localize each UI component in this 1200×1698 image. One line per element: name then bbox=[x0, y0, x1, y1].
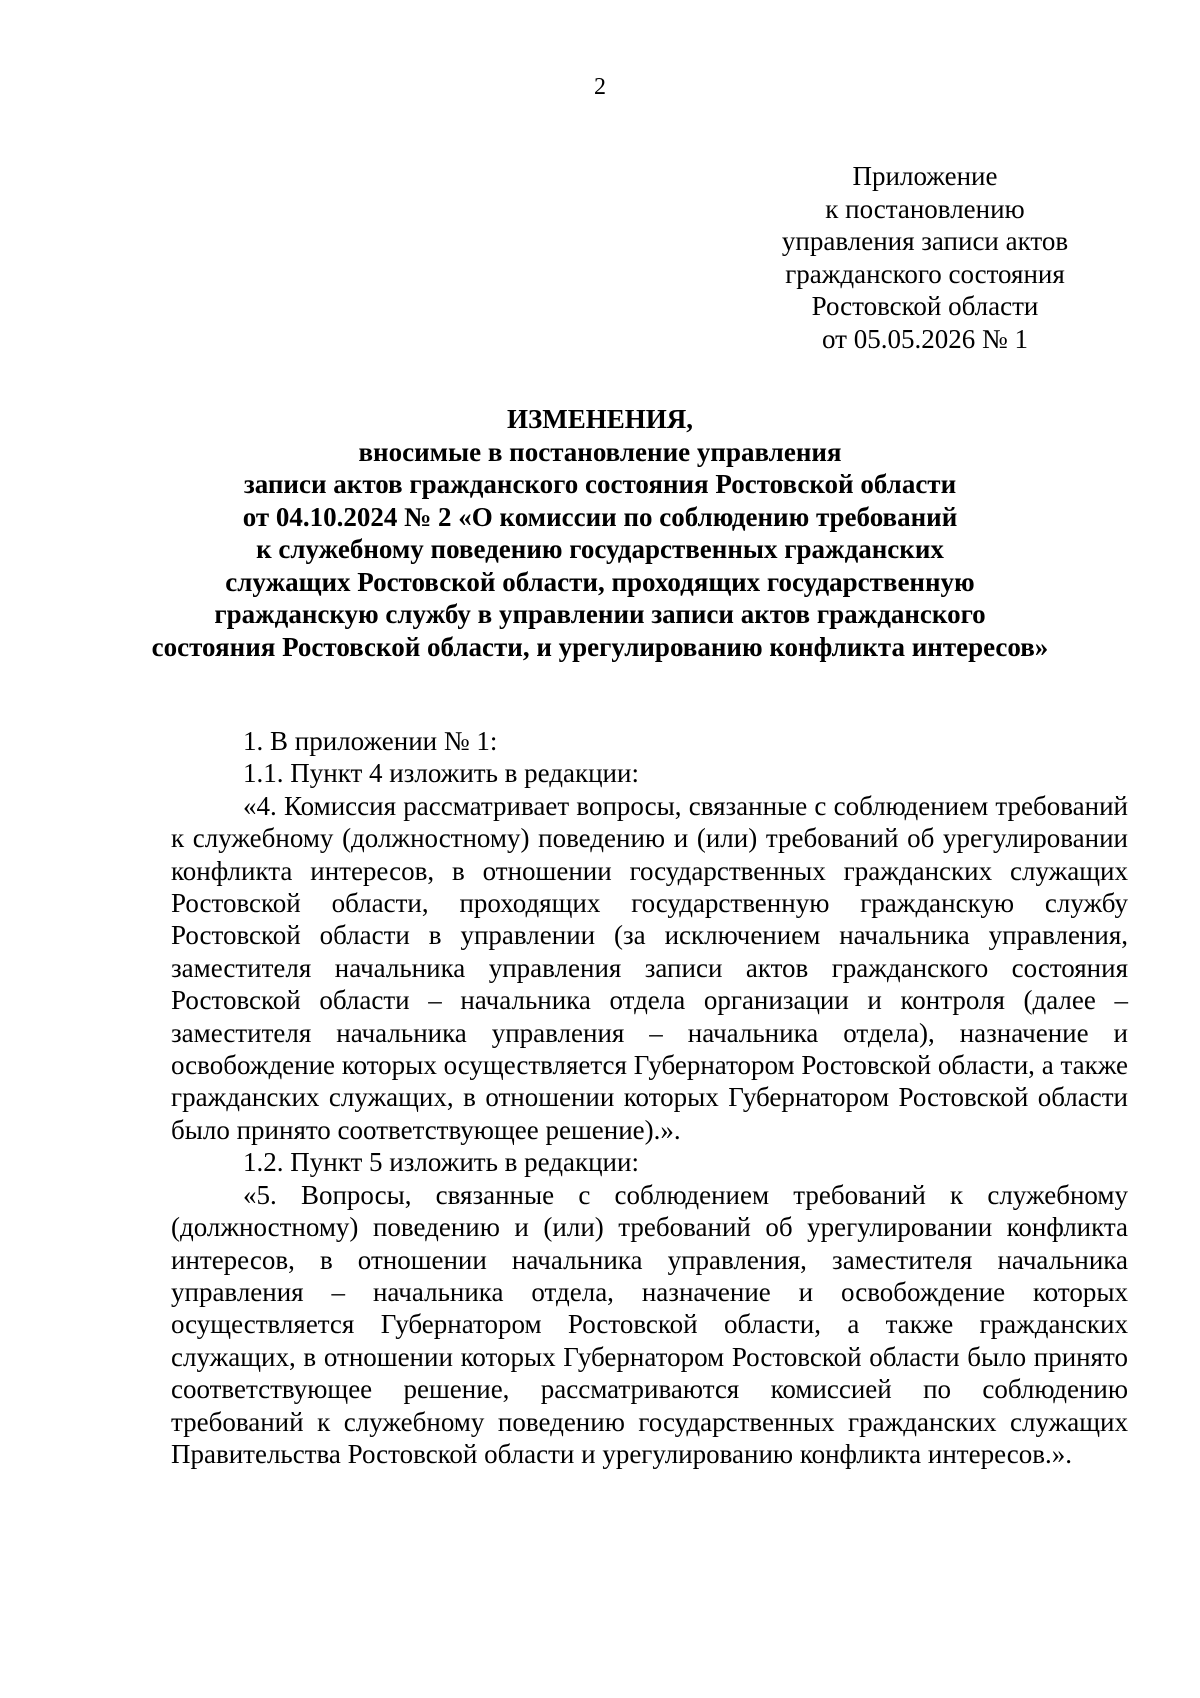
title-line: записи актов гражданского состояния Ростовской области bbox=[243, 469, 957, 499]
appendix-line: от 05.05.2026 № 1 bbox=[822, 323, 1028, 354]
appendix-line: гражданского состояния bbox=[785, 258, 1065, 289]
paragraph-item-1-1: 1.1. Пункт 4 изложить в редакции: bbox=[243, 758, 639, 789]
title-line: служащих Ростовской области, проходящих государственную bbox=[225, 566, 975, 597]
appendix-line: управления записи актов bbox=[781, 226, 1069, 256]
paragraph-point-5-text: «5. Вопросы, связанные с соблюдением требований к служебному (должностному) поведению и (или) требований об урегулировании конфликта интересов, в отношении начальника управления, заместителя начальника управления – начальника отдела, назначение и освобождение которых осуществляется Губернатором Ростовской области, а также гражданских служащих, в отношении которых Губернатором Ростовской области было принято соответствующее решение, рассматриваются комиссией по соблюдению требований к служебному поведению государственных гражданских служащих Правительства Ростовской области и урегулированию конфликта интересов.». bbox=[171, 1179, 1128, 1469]
title-line: вносимые в постановление управления bbox=[358, 436, 842, 467]
title-line: ИЗМЕНЕНИЯ, bbox=[506, 404, 693, 434]
paragraph-item-1-2: 1.2. Пункт 5 изложить в редакции: bbox=[243, 1147, 639, 1178]
title-line: гражданскую службу в управлении записи актов гражданского bbox=[214, 599, 986, 629]
title-line: к служебному поведению государственных гражданских bbox=[256, 534, 944, 564]
appendix-line: к постановлению bbox=[825, 193, 1025, 224]
title-line: от 04.10.2024 № 2 «О комиссии по соблюдению требований bbox=[242, 501, 958, 532]
title-line: состояния Ростовской области, и урегулированию конфликта интересов» bbox=[151, 631, 1049, 662]
appendix-header bbox=[770, 160, 1080, 355]
appendix-line: Приложение bbox=[852, 161, 998, 191]
paragraph-item-1: 1. В приложении № 1: bbox=[243, 726, 498, 756]
document-title bbox=[100, 403, 1100, 663]
page-number: 2 bbox=[594, 74, 606, 100]
appendix-line: Ростовской области bbox=[811, 291, 1039, 321]
document-body bbox=[171, 725, 1128, 1470]
paragraph-point-4-text: «4. Комиссия рассматривает вопросы, связанные с соблюдением требований к служебному (должностному) поведению и (или) требований об урегулировании конфликта интересов, в отношении государственных гражданских служащих Ростовской области, проходящих государственную гражданскую службу Ростовской области в управлении (за исключением начальника управления, заместителя начальника управления записи актов гражданского состояния Ростовской области – начальника отдела организации и контроля (далее – заместителя начальника управления – начальника отдела), назначение и освобождение которых осуществляется Губернатором Ростовской области, а также гражданских служащих, в отношении которых Губернатором Ростовской области было принято соответствующее решение).». bbox=[171, 790, 1128, 1145]
